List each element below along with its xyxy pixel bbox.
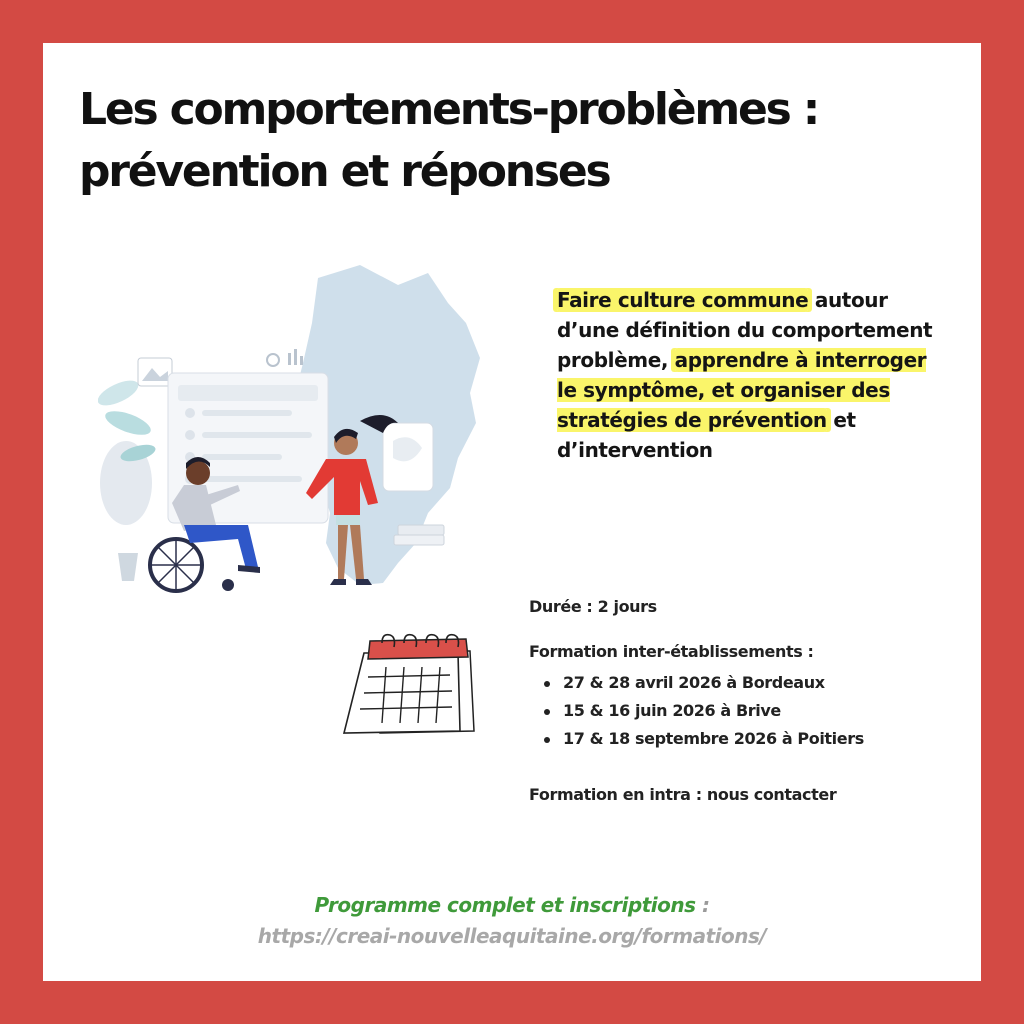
session-list bbox=[529, 669, 864, 753]
page-title: Les comportements-problèmes : prévention et réponses bbox=[79, 84, 819, 197]
objective-text-4: et d’intervention bbox=[557, 408, 856, 462]
session-item: 27 & 28 avril 2026 à Bordeaux bbox=[529, 669, 864, 697]
session-item: 15 & 16 juin 2026 à Brive bbox=[529, 697, 864, 725]
objective-highlight-1: Faire culture commune bbox=[557, 288, 809, 312]
program-label-text: Programme complet et inscriptions bbox=[314, 893, 696, 917]
program-label bbox=[43, 893, 981, 917]
objective-text-2: autour d’une définition du comportement problème, bbox=[557, 288, 933, 372]
intra-info: Formation en intra : nous contacter bbox=[529, 785, 837, 804]
content-card bbox=[43, 43, 981, 981]
inter-heading: Formation inter-établissements : bbox=[529, 642, 814, 661]
region-map-illustration bbox=[98, 263, 538, 593]
objective-highlight-2: apprendre à interroger le symptôme, et organiser des stratégies de prévention bbox=[557, 348, 927, 432]
duration: Durée : 2 jours bbox=[529, 597, 657, 616]
session-item: 17 & 18 septembre 2026 à Poitiers bbox=[529, 725, 864, 753]
objective-text bbox=[557, 285, 937, 465]
calendar-icon bbox=[338, 633, 478, 743]
program-url[interactable]: https://creai-nouvelleaquitaine.org/formations/ bbox=[257, 924, 767, 948]
program-label-colon: : bbox=[695, 893, 710, 917]
